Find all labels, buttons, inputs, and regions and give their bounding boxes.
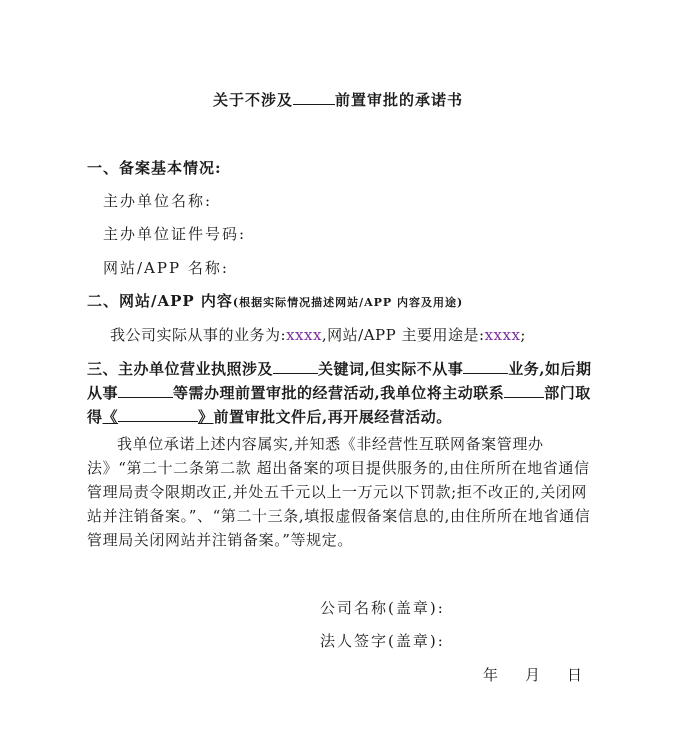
section3-text-2: 关键词,但实际不从事 (318, 360, 464, 378)
field-site-name: 网站/APP 名称: (103, 259, 229, 277)
section3-paragraph (87, 357, 597, 429)
legal-signature-label: 法人签字(盖章): (320, 632, 445, 650)
date-month: 月 (525, 666, 541, 684)
doc-open-bracket: 《 (102, 408, 119, 426)
title-suffix: 前置审批的承诺书 (335, 91, 464, 109)
section2-heading-text: 二、网站/APP 内容 (87, 292, 233, 310)
document-blank (118, 406, 198, 422)
date-year: 年 (483, 666, 499, 684)
document-title (0, 89, 676, 110)
business-value: xxxx (286, 326, 322, 344)
business-blank (463, 358, 508, 374)
title-prefix: 关于不涉及 (212, 91, 293, 109)
company-seal-label: 公司名称(盖章): (320, 599, 445, 617)
purpose-label: ,网站/APP 主要用途是: (321, 326, 485, 344)
section3-text-5: 部门取得 (87, 384, 591, 426)
field-sponsor-id: 主办单位证件号码: (103, 225, 247, 243)
section3-text-1: 三、主办单位营业执照涉及 (87, 360, 274, 378)
keyword-blank (273, 358, 318, 374)
department-blank (504, 382, 544, 398)
section2-heading (87, 290, 463, 311)
title-blank (293, 89, 335, 105)
doc-close-bracket: 》 (198, 408, 214, 426)
line-end: ; (520, 326, 526, 344)
section3-text-4: 等需办理前置审批的经营活动,我单位将主动联系 (173, 384, 505, 402)
future-blank (118, 382, 173, 398)
section1-heading: 一、备案基本情况: (87, 159, 222, 177)
field-sponsor-name: 主办单位名称: (103, 192, 213, 210)
section3-text-3: 业务,如后期从事 (87, 360, 592, 402)
section2-content-line (110, 324, 526, 345)
section2-note: (根据实际情况描述网站/APP 内容及用途) (232, 296, 464, 309)
purpose-value: xxxx (484, 326, 521, 344)
section3-text-6: 前置审批文件后,再开展经营活动。 (213, 408, 452, 426)
commitment-paragraph: 我单位承诺上述内容属实,并知悉《非经营性互联网备案管理办法》“第二十二条第二款 超出备案的项目提供服务的,由住所所在地省通信管理局责令限期改正,并处五千元以上一万元以下罚款;拒不改正的,关闭网站并注销备案。”、“第二十三条,填报虚假备案信息的,由住所所在地省通信管理局关闭网站并注销备案。”等规定。 (87, 435, 591, 549)
date-day: 日 (567, 666, 583, 684)
business-label: 我公司实际从事的业务为: (110, 326, 287, 344)
